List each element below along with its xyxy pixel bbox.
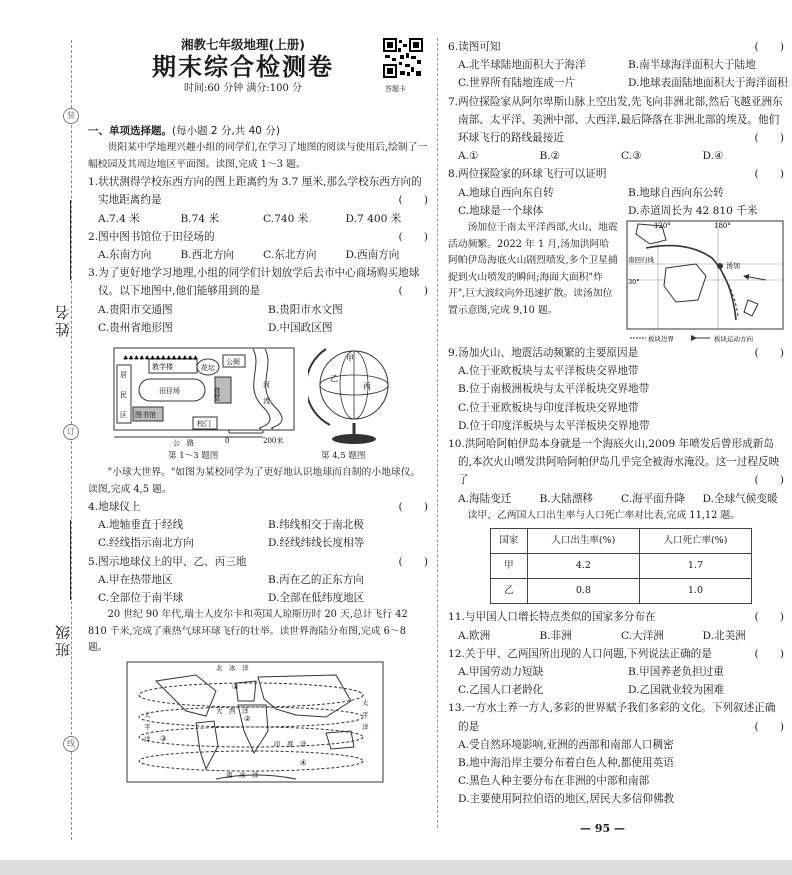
label-bing: 丙 — [363, 382, 371, 392]
label-flowerbed: 花坛 — [201, 364, 215, 373]
option[interactable]: C.乙国人口老龄化 — [458, 684, 544, 697]
option[interactable]: B.南半球海洋面积大于陆地 — [628, 59, 756, 72]
option[interactable]: D.7 400 米 — [345, 212, 402, 225]
label-tropic: 南回归线 — [628, 256, 654, 265]
answer-paren[interactable]: ( ) — [398, 555, 428, 568]
answer-paren[interactable]: ( ) — [754, 474, 784, 487]
option[interactable]: C.大洋洲 — [621, 629, 664, 642]
option[interactable]: C.位于亚欧板块与印度洋板块交界地带 — [458, 401, 639, 414]
q13-stem: 13.一方水土养一方人,多彩的世界赋予我们多彩的文化。下列叙述正确的是 — [448, 702, 776, 733]
header — [88, 36, 428, 122]
label-30: 30° — [628, 278, 640, 287]
question-7 — [448, 93, 784, 148]
q5-options — [88, 571, 428, 589]
binding-hole: 线 — [63, 736, 79, 752]
label-180: 180° — [714, 222, 731, 231]
tonga-block — [448, 220, 784, 344]
option[interactable]: C.东北方向 — [263, 249, 317, 262]
question-12 — [448, 645, 784, 663]
globe-figure — [308, 343, 400, 447]
binding-line — [71, 40, 72, 840]
page-title: 期末综合检测卷 — [152, 53, 334, 82]
column-divider — [437, 38, 438, 828]
option[interactable]: B.贵阳市水文图 — [268, 303, 343, 316]
label-tonga: 汤加 — [726, 262, 740, 271]
route-3: ③ — [160, 733, 167, 743]
binding-hole: 装 — [63, 108, 79, 124]
table-row — [491, 579, 752, 604]
option[interactable]: D.主要使用阿拉伯语的地区,居民大多信仰佛教 — [458, 793, 675, 806]
figures-1-5 — [88, 343, 428, 461]
q2-stem: 2.图中图书馆位于田径场的 — [88, 230, 215, 243]
table-cell: 甲 — [491, 554, 528, 579]
scale-end: 200米 — [263, 437, 284, 446]
q7-options — [448, 147, 784, 165]
q8-stem: 8.两位探险家的环球飞行可以证明 — [448, 168, 607, 181]
option[interactable]: C.全部位于南半球 — [98, 592, 184, 605]
option[interactable]: D.经线纬线长度相等 — [268, 537, 365, 550]
table-cell: 1.0 — [639, 579, 751, 604]
question-13 — [448, 699, 784, 735]
q3-options — [88, 319, 428, 337]
page-shadow — [0, 860, 792, 875]
label-track: 田径场 — [159, 387, 180, 396]
intro-4-5: "小球大世界。"如图为某校同学为了更好地认识地球而自制的小地球仪。读图,完成 4,5 题。 — [88, 467, 421, 495]
section-note: (每小题 2 分,共 40 分) — [172, 125, 280, 137]
page-number: — 95 — — [580, 822, 625, 835]
answer-paren[interactable]: ( ) — [754, 41, 784, 53]
label-tai-e: 太 — [362, 698, 369, 707]
option[interactable]: A.北半球陆地面积大于海洋 — [458, 59, 586, 72]
option[interactable]: D.西南方向 — [345, 249, 400, 262]
question-9 — [448, 344, 784, 362]
label-120: 120° — [654, 222, 671, 231]
q12-options — [448, 681, 784, 699]
option[interactable]: D.全球气候变暖 — [702, 492, 778, 505]
label-indian: 印 度 洋 — [274, 739, 307, 748]
option[interactable]: A.贵阳市交通图 — [98, 303, 173, 316]
option[interactable]: A.① — [458, 150, 479, 163]
option[interactable]: A.东南方向 — [98, 249, 152, 262]
label-qu: 区 — [120, 411, 127, 420]
intro-9-10: 汤加位于南太平洋西部,火山、地震活动频繁。2022 年 1 月,汤加洪阿哈阿帕伊岛海底火山剧烈喷发,多个卫星捕捉到火山喷发的瞬间;海面大面积"炸开",巨大波纹向外迅速扩散。读汤加位置示意图,完成 9,10 题。 — [448, 222, 618, 316]
question-10 — [448, 435, 784, 490]
answer-paren[interactable]: ( ) — [398, 501, 428, 514]
header-subtitle: 湘教七年级地理(上册) — [181, 37, 305, 52]
q3-options — [88, 301, 428, 319]
q11-options — [448, 627, 784, 645]
option[interactable]: C.740 米 — [263, 212, 309, 225]
answer-paren[interactable]: ( ) — [754, 132, 784, 145]
option[interactable]: D.北美洲 — [702, 629, 746, 642]
q2-options — [88, 246, 428, 264]
q6-stem: 6.读图可知 — [448, 41, 501, 53]
table-cell: 4.2 — [527, 554, 639, 579]
option[interactable]: C.海平面升降 — [621, 492, 686, 505]
q4-options — [88, 534, 428, 552]
q4-options — [88, 516, 428, 534]
option[interactable]: A.海陆变迁 — [458, 492, 512, 505]
option[interactable]: D.全部在低纬度地区 — [268, 592, 365, 605]
option[interactable]: D.位于印度洋板块与太平洋板块交界地带 — [458, 419, 650, 432]
label-toilet: 公厕 — [226, 358, 240, 367]
option[interactable]: A.甲在热带地区 — [98, 573, 173, 586]
right-column — [448, 38, 788, 809]
option[interactable]: D.赤道周长为 42 810 千米 — [628, 204, 758, 217]
q4-stem: 4.地球仪上 — [88, 501, 141, 514]
qr-code-icon[interactable] — [383, 38, 423, 78]
route-1: ① — [232, 681, 239, 691]
tonga-map — [626, 220, 784, 344]
option[interactable]: C.地球是一个球体 — [458, 204, 544, 217]
label-yang-w: 洋 — [144, 734, 151, 743]
intro-1-3: 贵阳某中学地理兴趣小组的同学们,在学习了地图的阅读与使用后,绘制了一幅校园及其周边地区平面图。读图,完成 1～3 题。 — [88, 142, 428, 170]
q3-stem: 3.为了更好地学习地理,小组的同学们计划放学后去市中心商场购买地球仪。以下地图中,他们能够用到的是 — [88, 267, 420, 298]
legend-boundary: 板块边界 — [648, 335, 674, 344]
question-8 — [448, 165, 784, 183]
name-label: 姓名 — [54, 303, 72, 337]
answer-paren[interactable]: ( ) — [398, 285, 428, 298]
qr-label: 答题卡 — [385, 85, 406, 93]
table-header-row — [491, 529, 752, 554]
answer-paren[interactable]: ( ) — [754, 168, 784, 181]
q8-options — [448, 184, 784, 202]
label-teaching-building: 教学楼 — [152, 363, 173, 372]
answer-paren[interactable]: ( ) — [754, 720, 784, 733]
answer-paren[interactable]: ( ) — [398, 194, 428, 207]
table-cell: 0.8 — [527, 579, 639, 604]
option[interactable]: A.地轴垂直于经线 — [98, 519, 184, 532]
q6-options — [448, 56, 784, 74]
section-title — [88, 122, 428, 140]
legend-motion: 板块运动方向 — [714, 335, 753, 344]
intro-6-8: 20 世纪 90 年代,瑞士人皮尔卡和英国人琼斯历时 20 天,总计飞行 42 810 千米,完成了乘热气球环球飞行的壮举。读世界海陆分布图,完成 6～8 题。 — [88, 609, 408, 654]
label-gate: 校门 — [197, 420, 211, 429]
q12-stem: 12.关于甲、乙两国所出现的人口问题,下列说法正确的是 — [448, 647, 712, 660]
label-canteen: 食堂 — [213, 387, 221, 402]
option[interactable]: C.贵州省地形图 — [98, 321, 173, 334]
option[interactable]: D.④ — [702, 150, 724, 163]
fig-caption-4-5: 第 4,5 题图 — [321, 451, 366, 462]
binding-margin — [0, 0, 78, 860]
label-jia: 甲 — [346, 354, 354, 364]
section-title-text: 一、单项选择题。 — [88, 125, 172, 137]
q6-options — [448, 74, 788, 92]
q12-options — [448, 663, 784, 681]
q7-stem: 7.两位探险家从阿尔卑斯山脉上空出发,先飞向非洲北部,然后飞越亚洲东南部、太平洋、美洲中部、大西洋,最后降落在非洲北部的埃及。他们环球飞行的路线最接近 — [448, 95, 783, 145]
answer-paren[interactable]: ( ) — [754, 647, 784, 660]
label-yi: 乙 — [330, 374, 338, 384]
q1-options — [88, 210, 428, 228]
label-library: 图书馆 — [135, 411, 156, 420]
intro-11-12: 读甲、乙两国人口出生率与人口死亡率对比表,完成 11,12 题。 — [467, 509, 741, 521]
q10-stem: 10.洪阿哈阿帕伊岛本身就是一个海底火山,2009 年喷发后曾形成新岛的,本次火山喷发洪阿哈阿帕伊岛几乎完全被海水淹没。这一过程反映了 — [448, 438, 780, 487]
option[interactable]: D.乙国就业较为困难 — [628, 684, 725, 697]
question-11 — [448, 608, 784, 626]
route-2: ② — [244, 713, 251, 723]
question-4 — [88, 498, 428, 516]
label-atlantic: 大 西 洋 — [216, 706, 249, 715]
route-4: ④ — [300, 757, 307, 767]
label-river-liu: 流 — [263, 397, 270, 406]
q5-stem: 5.图示地球仪上的甲、乙、丙三地 — [88, 555, 247, 568]
class-label: 班级 — [54, 623, 72, 657]
option[interactable]: C.黑色人种主要分布在非洲的中部和南部 — [458, 775, 650, 788]
class-underline — [70, 520, 71, 600]
q10-options — [448, 490, 784, 508]
label-ping-w: 平 — [144, 722, 151, 731]
question-5 — [88, 553, 428, 571]
q5-options — [88, 589, 428, 607]
answer-paren[interactable]: ( ) — [754, 611, 784, 624]
option[interactable]: B.大陆漂移 — [539, 492, 594, 505]
option[interactable]: A.受自然环境影响,亚洲的西部和南部人口稠密 — [458, 738, 674, 751]
answer-paren[interactable]: ( ) — [398, 230, 428, 243]
name-underline — [70, 200, 71, 280]
option[interactable]: C.世界所有陆地连成一片 — [458, 77, 576, 90]
label-ju: 居 — [120, 371, 127, 380]
option[interactable]: B.74 米 — [180, 212, 220, 225]
label-min: 民 — [120, 391, 127, 400]
fig-caption-1-3: 第 1～3 题图 — [168, 451, 219, 462]
left-column — [88, 36, 428, 783]
option[interactable]: B.地中海沿岸主要分布着白色人种,都使用英语 — [458, 756, 674, 769]
option[interactable]: B.纬线相交于南北极 — [268, 519, 364, 532]
table-cell: 乙 — [491, 579, 528, 604]
option[interactable]: B.非洲 — [539, 629, 572, 642]
option[interactable]: A.甲国劳动力短缺 — [458, 665, 544, 678]
option[interactable]: A.欧洲 — [458, 629, 491, 642]
option[interactable]: B.地球自西向东公转 — [628, 186, 724, 199]
option[interactable]: B.甲国养老负担过重 — [628, 665, 724, 678]
binding-hole: 订 — [63, 424, 79, 440]
option[interactable]: A.位于亚欧板块与太平洋板块交界地带 — [458, 365, 639, 378]
option[interactable]: C.③ — [621, 150, 642, 163]
option[interactable]: B.位于南极洲板块与太平洋板块交界地带 — [458, 383, 650, 396]
q8-options — [448, 202, 784, 220]
label-southern: 南 冰 洋 — [226, 770, 259, 779]
option[interactable]: B.② — [539, 150, 561, 163]
table-header: 人口出生率(%) — [527, 529, 639, 554]
option[interactable]: C.经线指示南北方向 — [98, 537, 194, 550]
answer-paren[interactable]: ( ) — [754, 347, 784, 360]
label-road: 公 路 — [173, 439, 194, 448]
label-river-he: 河 — [263, 381, 270, 390]
option[interactable]: D.中国政区图 — [268, 321, 333, 334]
option[interactable]: A.7.4 米 — [98, 212, 140, 225]
label-ping-e: 平 — [362, 710, 369, 719]
exam-meta: 时间:60 分钟 满分:100 分 — [183, 83, 303, 95]
label-tai-w: 太 — [144, 710, 151, 719]
question-2 — [88, 228, 428, 246]
campus-map — [113, 347, 295, 447]
option[interactable]: D.地球表面陆地面积大于海洋面积 — [628, 77, 788, 90]
svg-text:♣♣♣♣♣♣♣♣♣♣♣♣♣♣: ♣♣♣♣♣♣♣♣♣♣♣♣♣♣ — [123, 355, 199, 363]
label-arctic: 北 冰 洋 — [216, 663, 249, 672]
q1-stem: 1.状状测得学校东西方向的图上距离约为 3.7 厘米,那么学校东西方向的实地距离约是 — [88, 176, 422, 207]
option[interactable]: A.地球自西向东自转 — [458, 186, 554, 199]
table-cell: 1.7 — [639, 554, 751, 579]
q11-stem: 11.与甲国人口增长特点类似的国家多分布在 — [448, 611, 656, 624]
table-header: 人口死亡率(%) — [639, 529, 751, 554]
table-header: 国家 — [491, 529, 528, 554]
table-row — [491, 554, 752, 579]
option[interactable]: B.西北方向 — [180, 249, 235, 262]
question-6 — [448, 38, 784, 56]
option[interactable]: B.丙在乙的正东方向 — [268, 573, 364, 586]
world-map — [126, 661, 384, 783]
question-3 — [88, 264, 428, 300]
question-1 — [88, 173, 428, 209]
q9-stem: 9.汤加火山、地震活动频繁的主要原因是 — [448, 347, 639, 360]
population-table — [490, 528, 752, 604]
label-yang-e: 洋 — [362, 722, 369, 731]
scale-zero: 0 — [225, 437, 230, 446]
